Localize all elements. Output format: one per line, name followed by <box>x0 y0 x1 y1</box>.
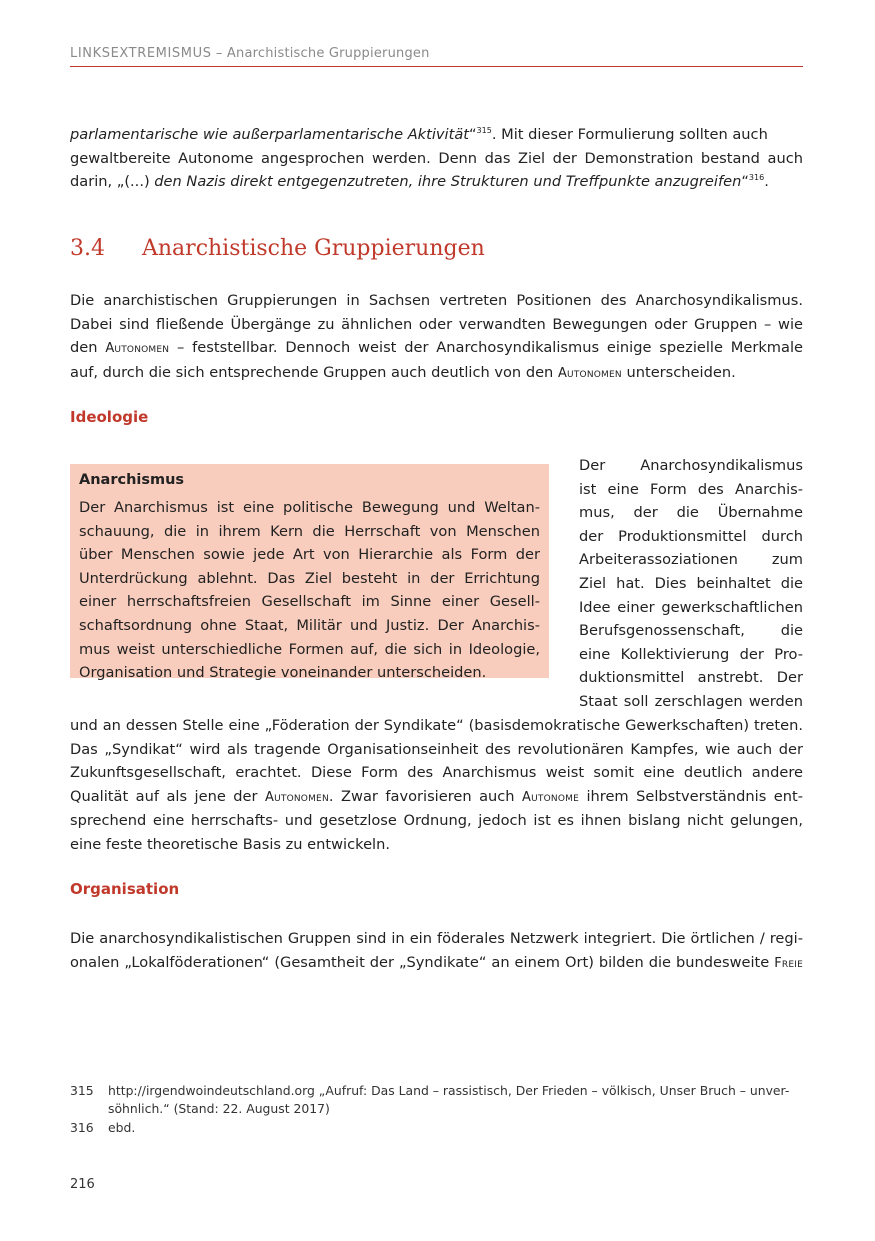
paragraph-1 <box>70 289 803 385</box>
intro-line-2: gewaltbereite Autonome angesprochen werden. Denn das Ziel der Demonstration bestand auch <box>70 149 803 167</box>
definition-line: Organisation und Strategie voneinander unterscheiden. <box>79 664 487 682</box>
header-section: Anarchistische Gruppierungen <box>226 46 430 61</box>
p2-line-3: Zukunftsgesellschaft, erachtet. Diese Form des Anarchismus weist somit eine deutlich andere <box>70 764 803 782</box>
footnote-ref-315[interactable]: 315 <box>476 126 492 135</box>
side-line: mus, der die Übernahme <box>579 504 803 522</box>
intro-line-3 <box>70 170 803 194</box>
subheading-ideologie: Ideologie <box>70 408 149 426</box>
p2-line-1: und an dessen Stelle eine „Föderation der Syndikate“ (basisdemokratische Gewerkschaften) treten. <box>70 717 803 734</box>
p2-line-4-pre: Qualität auf als jene der <box>70 787 266 805</box>
p2-line-4-rest: ihrem Selbstverständnis ent- <box>578 787 804 805</box>
paragraph-3 <box>70 927 803 975</box>
p3-line-2 <box>70 951 803 976</box>
side-line: der Produktionsmittel durch <box>579 527 803 545</box>
footnote-315 <box>70 1082 803 1118</box>
side-line: Berufsgenossenschaft, die <box>579 622 803 640</box>
definition-line: Unterdrückung ablehnt. Das Ziel besteht in der Errichtung <box>79 569 540 587</box>
definition-title: Anarchismus <box>79 472 185 488</box>
intro-line-3-end: . <box>764 173 769 191</box>
footnote-text: ebd. <box>108 1120 136 1135</box>
intro-line-1: parlamentarische wie außerparlamentarische Aktivität“$^{315}$. Mit dieser Formulierung sollten auch <box>70 126 768 143</box>
footnote-ref-316[interactable]: 316 <box>748 173 765 183</box>
p2-line-6: eine feste theoretische Basis zu entwickeln. <box>70 835 390 853</box>
p1-autonomen-term-2: Autonomen <box>557 365 622 381</box>
header-chapter: LINKSEXTREMISMUS <box>70 46 212 61</box>
section-title: Anarchistische Gruppierungen <box>142 236 485 261</box>
p2-line-5: sprechend eine herrschafts- und gesetzlose Ordnung, jedoch ist es ihnen bislang nicht gelungen, <box>70 812 803 830</box>
p3-line-1: Die anarchosyndikalistischen Gruppen sind in ein föderales Netzwerk integriert. Die örtlichen / regi- <box>70 930 803 947</box>
side-column-text <box>579 454 803 714</box>
p1-line-3 <box>70 336 803 361</box>
definition-box <box>70 464 549 682</box>
p2-line-4-mid: . Zwar favorisieren auch <box>328 787 523 805</box>
intro-italic-quote-2: den Nazis direkt entgegenzutreten, ihre Strukturen und Treffpunkte anzugreifen <box>154 173 742 191</box>
footnote-316 <box>70 1119 135 1137</box>
p3-freie-term: Freie <box>774 955 803 971</box>
definition-line: mus weist unterschiedliche Formen auf, die sich in Ideologie, <box>79 640 540 658</box>
p1-line-3-rest: – feststellbar. Dennoch weist der Anarchosyndikalismus einige spezielle Merkmale <box>169 339 803 357</box>
p1-line-3-pre: den <box>70 339 106 357</box>
footnote-text[interactable]: http://irgendwoindeutschland.org „Aufruf: Das Land – rassistisch, Der Frieden – völkisch, Unser Bruch – unver- <box>108 1083 790 1098</box>
intro-italic-quote: parlamentarische wie außerparlamentarische Aktivität <box>70 126 469 143</box>
page-number: 216 <box>70 1177 95 1192</box>
definition-line: schaftsordnung ohne Staat, Militär und Justiz. Der Anarchis- <box>79 616 540 634</box>
footnote-text-cont: söhnlich.“ (Stand: 22. August 2017) <box>108 1101 330 1116</box>
side-line: ist eine Form des Anarchis- <box>579 480 803 498</box>
side-line: Ziel hat. Dies beinhaltet die <box>579 574 803 592</box>
p1-line-1: Die anarchistischen Gruppierungen in Sachsen vertreten Positionen des Anarchosyndikalismus. <box>70 292 803 309</box>
p1-line-4-rest: unterscheiden. <box>621 363 736 381</box>
p1-line-4-pre: auf, durch die sich entsprechende Gruppen auch deutlich von den <box>70 363 558 381</box>
side-line: duktionsmittel anstrebt. Der <box>579 669 803 687</box>
section-number: 3.4 <box>70 236 105 261</box>
p2-line-2: Das „Syndikat“ wird als tragende Organisationseinheit des revolutionären Kampfes, wie auch der <box>70 740 803 758</box>
p1-line-2: Dabei sind fließende Übergänge zu ähnlichen oder verwandten Bewegungen oder Gruppen – wie <box>70 315 803 333</box>
intro-line-3-pre: darin, „(...) <box>70 173 155 191</box>
p3-line-2-pre: onalen „Lokalföderationen“ (Gesamtheit der „Syndikate“ an einem Ort) bilden die bundesweite <box>70 953 775 971</box>
intro-line-1-rest: . Mit dieser Formulierung sollten auch <box>491 126 768 143</box>
paragraph-2 <box>70 714 803 857</box>
footnote-number: 316 <box>70 1120 94 1135</box>
header-separator: – <box>211 46 227 61</box>
definition-line: Der Anarchismus ist eine politische Bewegung und Weltan- <box>79 499 540 516</box>
subheading-organisation: Organisation <box>70 880 180 898</box>
p2-line-4 <box>70 785 803 810</box>
side-line: eine Kollektivierung der Pro- <box>579 645 803 663</box>
p1-line-4 <box>70 361 803 386</box>
intro-paragraph <box>70 123 803 194</box>
p2-autonome-term: Autonome <box>522 789 579 805</box>
side-line: Arbeiterassoziationen zum <box>579 551 803 569</box>
definition-body <box>79 496 540 685</box>
intro-closing-quote: “ <box>741 173 749 191</box>
definition-line: einer herrschaftsfreien Gesellschaft im Sinne einer Gesell- <box>79 593 540 611</box>
footnote-number: 315 <box>70 1083 94 1098</box>
p2-autonomen-term: Autonomen <box>265 789 329 805</box>
running-header <box>70 46 803 67</box>
definition-line: schauung, die in ihrem Kern die Herrschaft von Menschen <box>79 522 540 540</box>
p1-autonomen-term: Autonomen <box>105 341 170 357</box>
side-line: Staat soll zerschlagen werden <box>579 692 803 710</box>
definition-line: über Menschen sowie jede Art von Hierarchie als Form der <box>79 546 540 564</box>
side-line: Idee einer gewerkschaftlichen <box>579 598 803 616</box>
section-heading <box>70 236 485 261</box>
side-line: Der Anarchosyndikalismus <box>579 457 803 474</box>
